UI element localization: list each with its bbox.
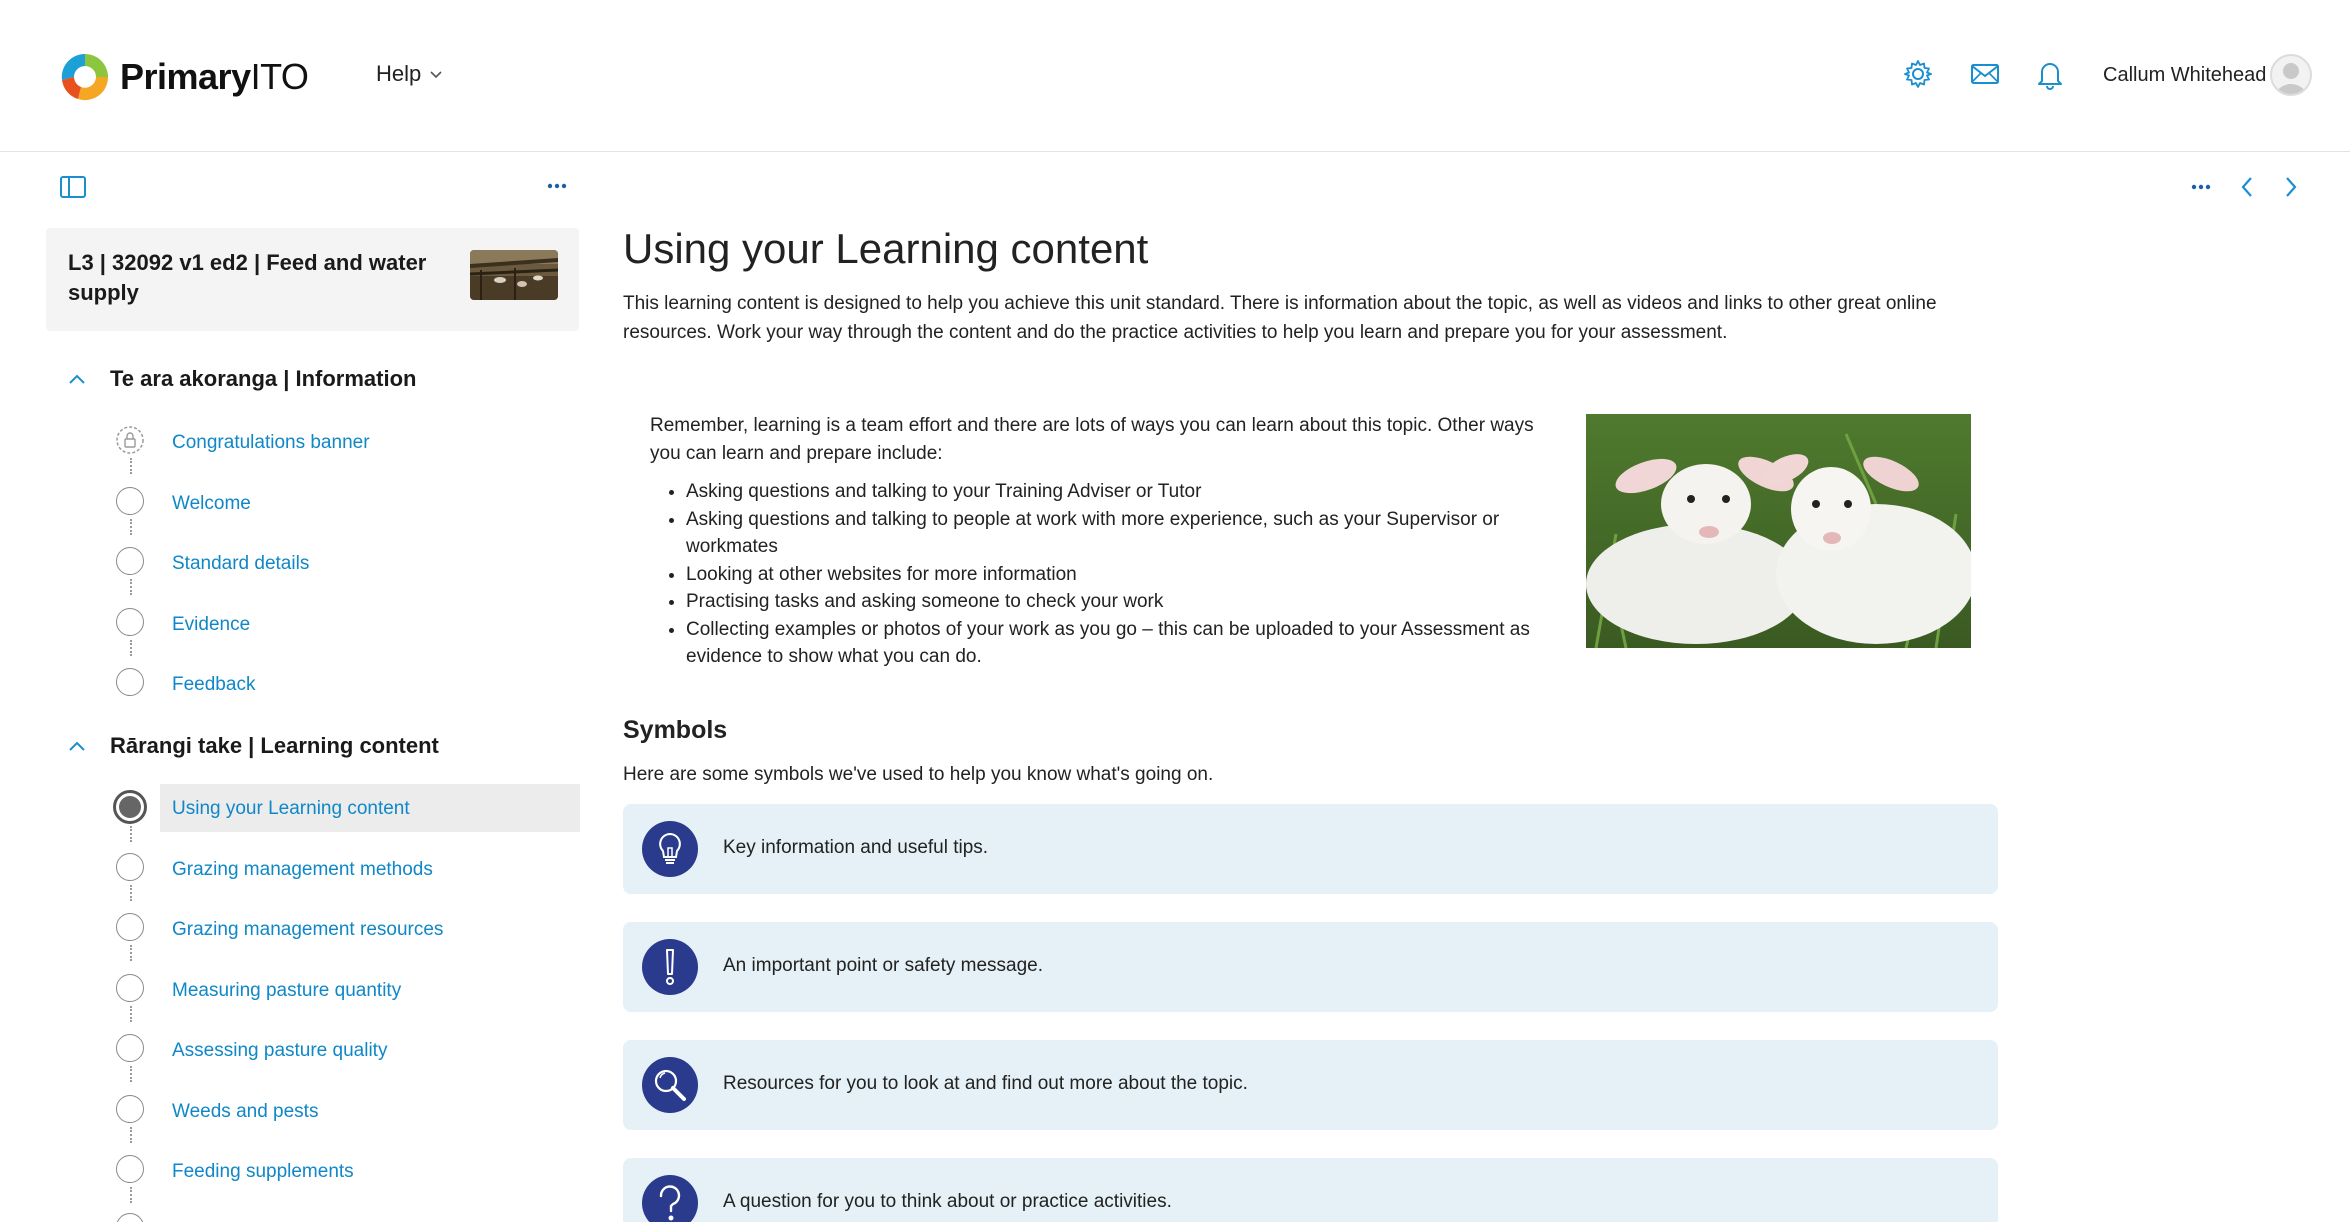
nav-item-label: Grazing management resources	[172, 919, 444, 940]
status-circle-icon	[116, 487, 144, 515]
exclamation-icon	[641, 938, 699, 996]
nav-item-label: Using your Learning content	[172, 798, 410, 819]
logo-mark-icon	[58, 50, 112, 104]
status-circle-icon	[116, 1213, 144, 1222]
symbols-heading: Symbols	[623, 716, 728, 744]
nav-item-label: Grazing management methods	[172, 859, 433, 880]
chevron-left-icon[interactable]	[2236, 174, 2258, 200]
content-more-icon[interactable]	[2190, 180, 2212, 194]
avatar[interactable]	[2270, 54, 2312, 96]
user-silhouette-icon	[2272, 56, 2312, 96]
symbol-text: A question for you to think about or practice activities.	[723, 1191, 1172, 1212]
connector-line	[130, 826, 132, 842]
list-item: • Collecting examples or photos of your work as you go – this can be uploaded to your Assessment as evidence to show what you can do.	[686, 616, 1550, 671]
page-title: Using your Learning content	[623, 225, 1149, 272]
nav-item-next-partial[interactable]	[108, 1205, 580, 1222]
symbol-card-question	[623, 1158, 1998, 1222]
list-item: • Asking questions and talking to your Training Adviser or Tutor	[686, 478, 1550, 506]
nav-item-welcome[interactable]	[108, 479, 580, 527]
chevron-down-icon	[429, 67, 443, 81]
mail-icon[interactable]	[1969, 58, 2001, 90]
connector-line	[130, 458, 132, 474]
primaryito-logo[interactable]	[58, 50, 308, 104]
status-circle-icon	[116, 1095, 144, 1123]
nav-item-standard-details[interactable]	[108, 539, 580, 587]
connector-line	[130, 885, 132, 901]
nav-item-label: Assessing pasture quality	[172, 1040, 388, 1061]
connector-line	[130, 579, 132, 595]
list-item: • Asking questions and talking to people at work with more experience, such as your Supervisor or workmates	[686, 506, 1550, 561]
status-circle-icon	[116, 913, 144, 941]
status-circle-icon	[116, 853, 144, 881]
status-circle-icon	[116, 608, 144, 636]
nav-item-label: Feeding supplements	[172, 1161, 354, 1182]
help-menu[interactable]	[376, 61, 443, 87]
nav-item-weeds-and-pests[interactable]	[108, 1087, 580, 1135]
nav-item-using-your-learning-content[interactable]	[108, 784, 580, 832]
nav-item-label: Standard details	[172, 553, 310, 574]
nav-item-grazing-management-resources[interactable]	[108, 905, 580, 953]
status-circle-icon	[116, 1034, 144, 1062]
magnifier-icon	[641, 1056, 699, 1114]
learning-ways-list	[686, 478, 1550, 671]
top-header	[0, 0, 2350, 152]
lock-icon	[116, 426, 144, 454]
connector-line	[130, 519, 132, 535]
chevron-up-icon	[68, 373, 86, 385]
section-title: Te ara akoranga | Information	[110, 366, 417, 391]
help-label: Help	[376, 61, 422, 86]
symbols-intro: Here are some symbols we've used to help you know what's going on.	[623, 764, 1214, 785]
bell-icon[interactable]	[2034, 58, 2066, 90]
chevron-right-icon[interactable]	[2280, 174, 2302, 200]
question-icon	[641, 1174, 699, 1222]
remember-block	[650, 412, 1550, 671]
sidebar-toggle-icon[interactable]	[60, 176, 86, 198]
intro-paragraph: This learning content is designed to help you achieve this unit standard. There is information about the topic, as well as videos and links to other great online resources. Work your way through the content and do the practice activities to help you learn and prepare you for your assessment.	[623, 293, 1937, 343]
lambs-photo	[1586, 414, 1971, 648]
nav-item-label: Evidence	[172, 614, 251, 635]
nav-item-grazing-management-methods[interactable]	[108, 845, 580, 893]
nav-item-label: Congratulations banner	[172, 432, 370, 453]
course-title: L3 | 32092 v1 ed2 | Feed and water supply	[68, 250, 427, 305]
nav-item-feeding-supplements[interactable]	[108, 1147, 580, 1195]
gear-icon[interactable]	[1902, 58, 1934, 90]
symbol-text: An important point or safety message.	[723, 955, 1043, 976]
connector-line	[130, 1006, 132, 1022]
symbol-card-important	[623, 922, 1998, 1012]
nav-item-assessing-pasture-quality[interactable]	[108, 1026, 580, 1074]
nav-item-label: Weeds and pests	[172, 1101, 319, 1122]
nav-item-feedback[interactable]	[108, 660, 580, 708]
connector-line	[130, 1187, 132, 1203]
symbol-text: Resources for you to look at and find out more about the topic.	[723, 1073, 1248, 1094]
section-title: Rārangi take | Learning content	[110, 733, 439, 758]
status-circle-icon	[116, 974, 144, 1002]
logo-text: PrimaryITO	[120, 56, 309, 97]
course-thumbnail	[470, 250, 558, 300]
nav-item-measuring-pasture-quantity[interactable]	[108, 966, 580, 1014]
nav-item-evidence[interactable]	[108, 600, 580, 648]
connector-line	[130, 1127, 132, 1143]
course-card[interactable]	[46, 228, 579, 331]
remember-text: Remember, learning is a team effort and there are lots of ways you can learn about this topic. Other ways you can learn and prepare include:	[650, 415, 1534, 464]
chevron-up-icon	[68, 740, 86, 752]
section-information-header[interactable]	[68, 366, 417, 392]
status-circle-icon	[116, 1155, 144, 1183]
connector-line	[130, 1066, 132, 1082]
status-circle-icon	[116, 668, 144, 696]
user-name[interactable]: Callum Whitehead	[2103, 64, 2267, 86]
nav-item-label: Feedback	[172, 674, 256, 695]
list-item: • Practising tasks and asking someone to check your work	[686, 588, 1550, 616]
status-circle-icon	[116, 547, 144, 575]
nav-item-label: Welcome	[172, 493, 251, 514]
symbol-card-resources	[623, 1040, 1998, 1130]
current-status-icon	[113, 790, 147, 824]
nav-item-congratulations-banner[interactable]	[108, 418, 580, 466]
connector-line	[130, 640, 132, 656]
symbol-card-key-info	[623, 804, 1998, 894]
lightbulb-icon	[641, 820, 699, 878]
section-learning-content-header[interactable]	[68, 733, 439, 759]
list-item: • Looking at other websites for more information	[686, 561, 1550, 589]
symbol-text: Key information and useful tips.	[723, 837, 989, 858]
nav-item-label: Measuring pasture quantity	[172, 980, 402, 1001]
sidebar-more-icon[interactable]	[546, 178, 568, 194]
connector-line	[130, 945, 132, 961]
